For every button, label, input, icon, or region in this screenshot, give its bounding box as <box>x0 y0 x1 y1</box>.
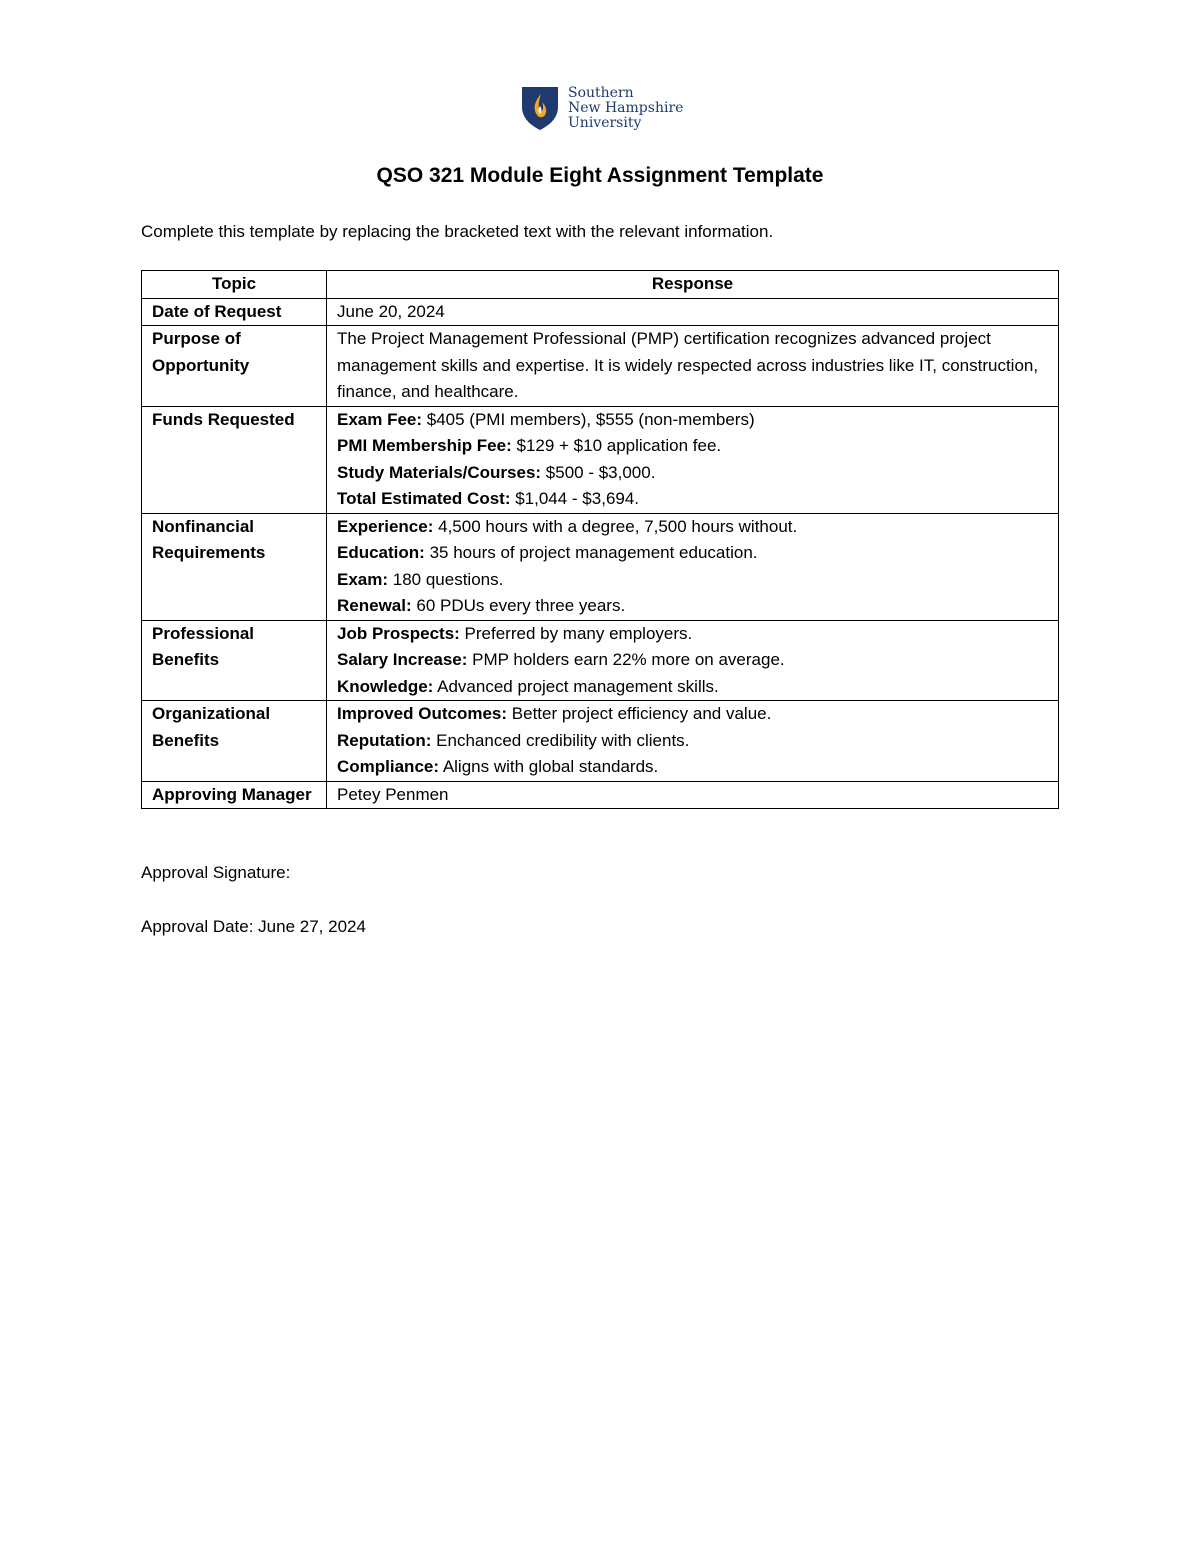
logo-line-1: Southern <box>568 84 634 101</box>
topic-cell: Date of Request <box>142 298 327 326</box>
topic-cell: Funds Requested <box>142 406 327 513</box>
response-line: Education: 35 hours of project management education. <box>337 543 758 562</box>
response-cell <box>327 298 1059 326</box>
instructions-text: Complete this template by replacing the bracketed text with the relevant information. <box>141 222 774 241</box>
response-line: Improved Outcomes: Better project efficiency and value. <box>337 704 772 723</box>
table-row-organizational-benefits <box>142 701 1059 782</box>
response-line: Study Materials/Courses: $500 - $3,000. <box>337 462 656 482</box>
table-row-professional-benefits <box>142 620 1059 701</box>
response-line: Total Estimated Cost: $1,044 - $3,694. <box>337 489 640 508</box>
logo-line-2: New Hampshire <box>568 99 684 116</box>
response-line: Job Prospects: Preferred by many employers. <box>337 623 693 643</box>
response-line: PMI Membership Fee: $129 + $10 application fee. <box>337 436 722 455</box>
table-row-nonfinancial <box>142 513 1059 620</box>
response-line: Exam Fee: $405 (PMI members), $555 (non-members) <box>337 409 755 429</box>
table-row-date-of-request <box>142 298 1059 326</box>
response-cell <box>327 406 1059 513</box>
response-cell <box>327 781 1059 809</box>
topic-cell: Purpose of Opportunity <box>142 326 327 407</box>
topic-cell: Professional Benefits <box>142 620 327 701</box>
table-header-row <box>142 271 1059 299</box>
response-cell <box>327 701 1059 782</box>
response-line: The Project Management Professional (PMP) certification recognizes advanced project management skills and expertise. It is widely respected across industries like IT, construction, finance, and healthcare. <box>337 329 1039 401</box>
header-response: Response <box>327 271 1059 299</box>
response-line: Renewal: 60 PDUs every three years. <box>337 596 626 615</box>
response-line: Salary Increase: PMP holders earn 22% more on average. <box>337 650 785 669</box>
response-line: Reputation: Enchanced credibility with clients. <box>337 730 690 750</box>
topic-cell: Organizational Benefits <box>142 701 327 782</box>
table-row-purpose <box>142 326 1059 407</box>
request-table <box>141 270 1059 809</box>
logo-line-3: University <box>568 114 642 131</box>
response-cell <box>327 620 1059 701</box>
response-line: Experience: 4,500 hours with a degree, 7,500 hours without. <box>337 516 798 536</box>
snhu-shield-flame-icon <box>520 85 560 131</box>
topic-cell: Approving Manager <box>142 781 327 809</box>
response-line: Knowledge: Advanced project management skills. <box>337 676 719 696</box>
response-line: Exam: 180 questions. <box>337 569 504 589</box>
university-logo <box>520 84 683 132</box>
response-line: Petey Penmen <box>337 784 449 804</box>
document-title: QSO 321 Module Eight Assignment Template <box>376 164 824 187</box>
table-row-funds-requested <box>142 406 1059 513</box>
approval-date-label: Approval Date: June 27, 2024 <box>141 917 366 936</box>
header-topic: Topic <box>142 271 327 299</box>
response-line: Compliance: Aligns with global standards. <box>337 757 659 776</box>
logo-wordmark <box>568 86 683 131</box>
approval-signature-label: Approval Signature: <box>141 863 291 882</box>
response-cell <box>327 326 1059 407</box>
response-cell <box>327 513 1059 620</box>
table-row-approving-manager <box>142 781 1059 809</box>
response-line: June 20, 2024 <box>337 301 445 321</box>
topic-cell: Nonfinancial Requirements <box>142 513 327 620</box>
